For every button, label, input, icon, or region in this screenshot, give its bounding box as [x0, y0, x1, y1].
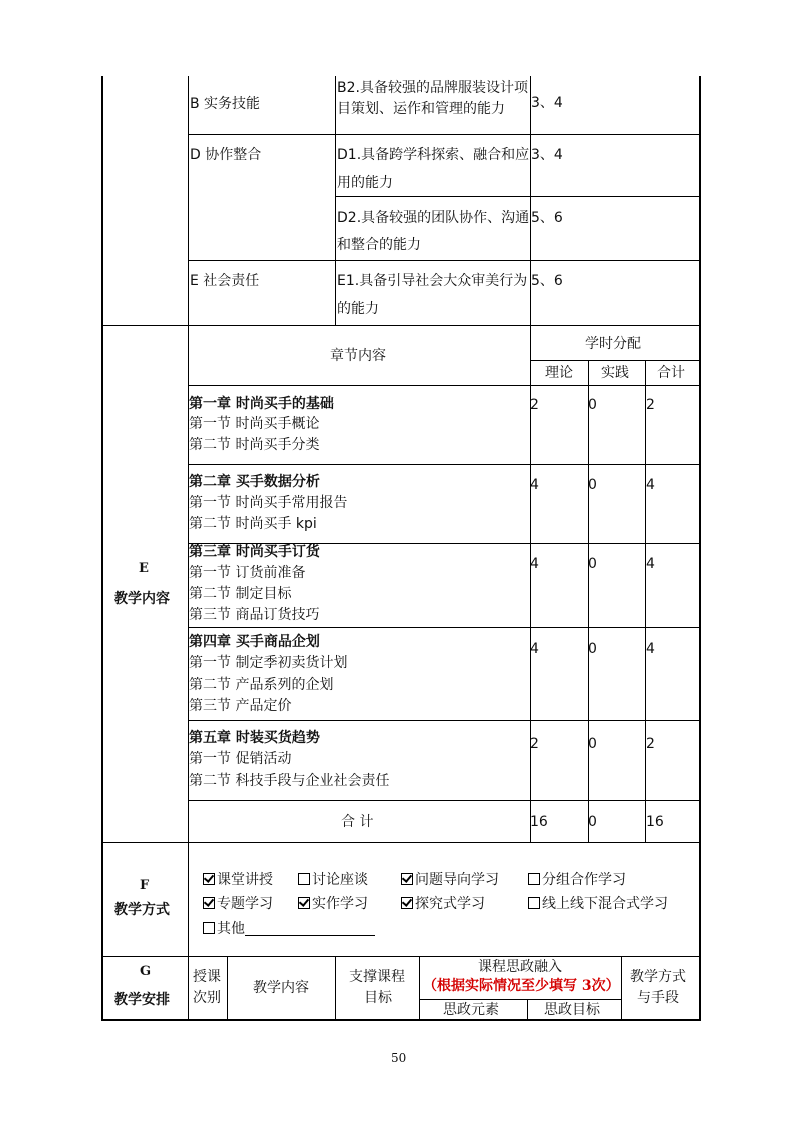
chapter-total-hours: 4	[646, 477, 655, 493]
column-header-chapter: 章节内容	[330, 348, 386, 364]
method-option-label: 专题学习	[217, 896, 273, 912]
ability-target: 5、6	[531, 210, 563, 226]
chapter-section: 第一节 订货前准备	[189, 565, 306, 581]
column-header-practice: 实践	[601, 365, 629, 381]
column-header-content: 教学内容	[253, 980, 309, 996]
chapter-section: 第一节 时尚买手常用报告	[189, 495, 348, 511]
page-number: 50	[391, 1051, 407, 1065]
ability-category: B 实务技能	[190, 96, 261, 112]
method-option-label: 其他	[217, 921, 245, 937]
checkbox-checked-icon[interactable]	[203, 897, 215, 909]
chapter-section: 第一节 时尚买手概论	[189, 416, 320, 432]
sum-label: 合 计	[341, 814, 374, 830]
chapter-section: 第三节 产品定价	[189, 698, 292, 714]
chapter-practice-hours: 0	[588, 556, 597, 572]
method-option-other[interactable]	[203, 921, 375, 938]
column-header-session: 次别	[193, 990, 221, 1006]
section-label: 教学安排	[114, 992, 170, 1008]
column-header-method: 与手段	[637, 990, 679, 1006]
chapter-practice-hours: 0	[588, 477, 597, 493]
chapter-practice-hours: 0	[588, 736, 597, 752]
checkbox-checked-icon[interactable]	[203, 873, 215, 885]
ability-description: D2.具备较强的团队协作、沟通	[337, 210, 530, 226]
method-option[interactable]	[298, 872, 368, 889]
column-header-session: 授课	[193, 969, 221, 985]
section-letter: F	[140, 878, 150, 893]
column-header-theory: 理论	[545, 365, 573, 381]
chapter-section: 第二节 产品系列的企划	[189, 677, 334, 693]
section-label: 教学内容	[114, 591, 170, 607]
ability-description: B2.具备较强的品牌服装设计项	[337, 80, 528, 96]
ability-description: 的能力	[337, 301, 379, 317]
method-option[interactable]	[401, 896, 485, 913]
chapter-total-hours: 4	[646, 556, 655, 572]
ability-target: 3、4	[531, 147, 563, 163]
chapter-theory-hours: 2	[530, 736, 539, 752]
method-option-label: 实作学习	[312, 896, 368, 912]
method-option[interactable]	[203, 896, 273, 913]
column-header-goal: 支撑课程	[349, 969, 405, 985]
checkbox-unchecked-icon[interactable]	[203, 922, 215, 934]
chapter-section: 第三节 商品订货技巧	[189, 607, 320, 623]
method-option-label: 探究式学习	[415, 896, 485, 912]
chapter-section: 第二节 时尚买手分类	[189, 437, 320, 453]
column-header-method: 教学方式	[630, 969, 686, 985]
checkbox-unchecked-icon[interactable]	[528, 897, 540, 909]
checkbox-checked-icon[interactable]	[401, 873, 413, 885]
checkbox-checked-icon[interactable]	[298, 897, 310, 909]
column-header-ideology-element: 思政元素	[443, 1002, 499, 1018]
chapter-title: 第一章 时尚买手的基础	[189, 396, 334, 412]
chapter-section: 第一节 促销活动	[189, 751, 292, 767]
chapter-section: 第一节 制定季初卖货计划	[189, 655, 348, 671]
checkbox-checked-icon[interactable]	[401, 897, 413, 909]
method-option-label: 问题导向学习	[415, 872, 499, 888]
ability-description: 用的能力	[337, 175, 393, 191]
method-option-label: 线上线下混合式学习	[542, 896, 668, 912]
method-option-label: 讨论座谈	[312, 872, 368, 888]
ability-description: 目策划、运作和管理的能力	[337, 101, 505, 117]
method-option[interactable]	[528, 896, 668, 913]
method-option[interactable]	[203, 872, 273, 889]
sum-theory: 16	[530, 814, 548, 830]
chapter-total-hours: 2	[646, 397, 655, 413]
chapter-theory-hours: 4	[530, 641, 539, 657]
section-letter: E	[139, 561, 149, 576]
column-header-total: 合计	[657, 365, 685, 381]
column-header-hours: 学时分配	[585, 336, 641, 352]
chapter-theory-hours: 4	[530, 556, 539, 572]
chapter-section: 第二节 科技手段与企业社会责任	[189, 773, 390, 789]
ability-description: E1.具备引导社会大众审美行为	[337, 273, 528, 289]
chapter-title: 第二章 买手数据分析	[189, 474, 320, 490]
method-option[interactable]	[528, 872, 626, 889]
column-header-ideology-goal: 思政目标	[544, 1002, 600, 1018]
ability-target: 5、6	[531, 273, 563, 289]
chapter-title: 第三章 时尚买手订货	[189, 544, 320, 560]
column-header-ideology: 课程思政融入	[478, 959, 562, 975]
chapter-section: 第二节 时尚买手 kpi	[189, 516, 317, 532]
chapter-theory-hours: 2	[530, 397, 539, 413]
column-header-ideology-note: （根据实际情况至少填写 3次）	[423, 978, 620, 994]
method-option-label: 分组合作学习	[542, 872, 626, 888]
ability-description: 和整合的能力	[337, 237, 421, 253]
chapter-title: 第五章 时装买货趋势	[189, 730, 320, 746]
checkbox-unchecked-icon[interactable]	[298, 873, 310, 885]
ability-target: 3、4	[531, 95, 563, 111]
ability-category: E 社会责任	[190, 273, 260, 289]
ability-category: D 协作整合	[190, 147, 262, 163]
sum-practice: 0	[588, 814, 597, 830]
chapter-section: 第二节 制定目标	[189, 586, 292, 602]
checkbox-unchecked-icon[interactable]	[528, 873, 540, 885]
method-option-label: 课堂讲授	[217, 872, 273, 888]
chapter-title: 第四章 买手商品企划	[189, 634, 320, 650]
section-label: 教学方式	[114, 902, 170, 918]
chapter-total-hours: 2	[646, 736, 655, 752]
chapter-practice-hours: 0	[588, 397, 597, 413]
method-option[interactable]	[298, 896, 368, 913]
chapter-practice-hours: 0	[588, 641, 597, 657]
other-blank-field[interactable]	[245, 921, 375, 936]
chapter-theory-hours: 4	[530, 477, 539, 493]
ability-description: D1.具备跨学科探索、融合和应	[337, 147, 530, 163]
method-option[interactable]	[401, 872, 499, 889]
chapter-total-hours: 4	[646, 641, 655, 657]
column-header-goal: 目标	[364, 990, 392, 1006]
section-letter: G	[140, 964, 152, 979]
sum-total: 16	[646, 814, 664, 830]
